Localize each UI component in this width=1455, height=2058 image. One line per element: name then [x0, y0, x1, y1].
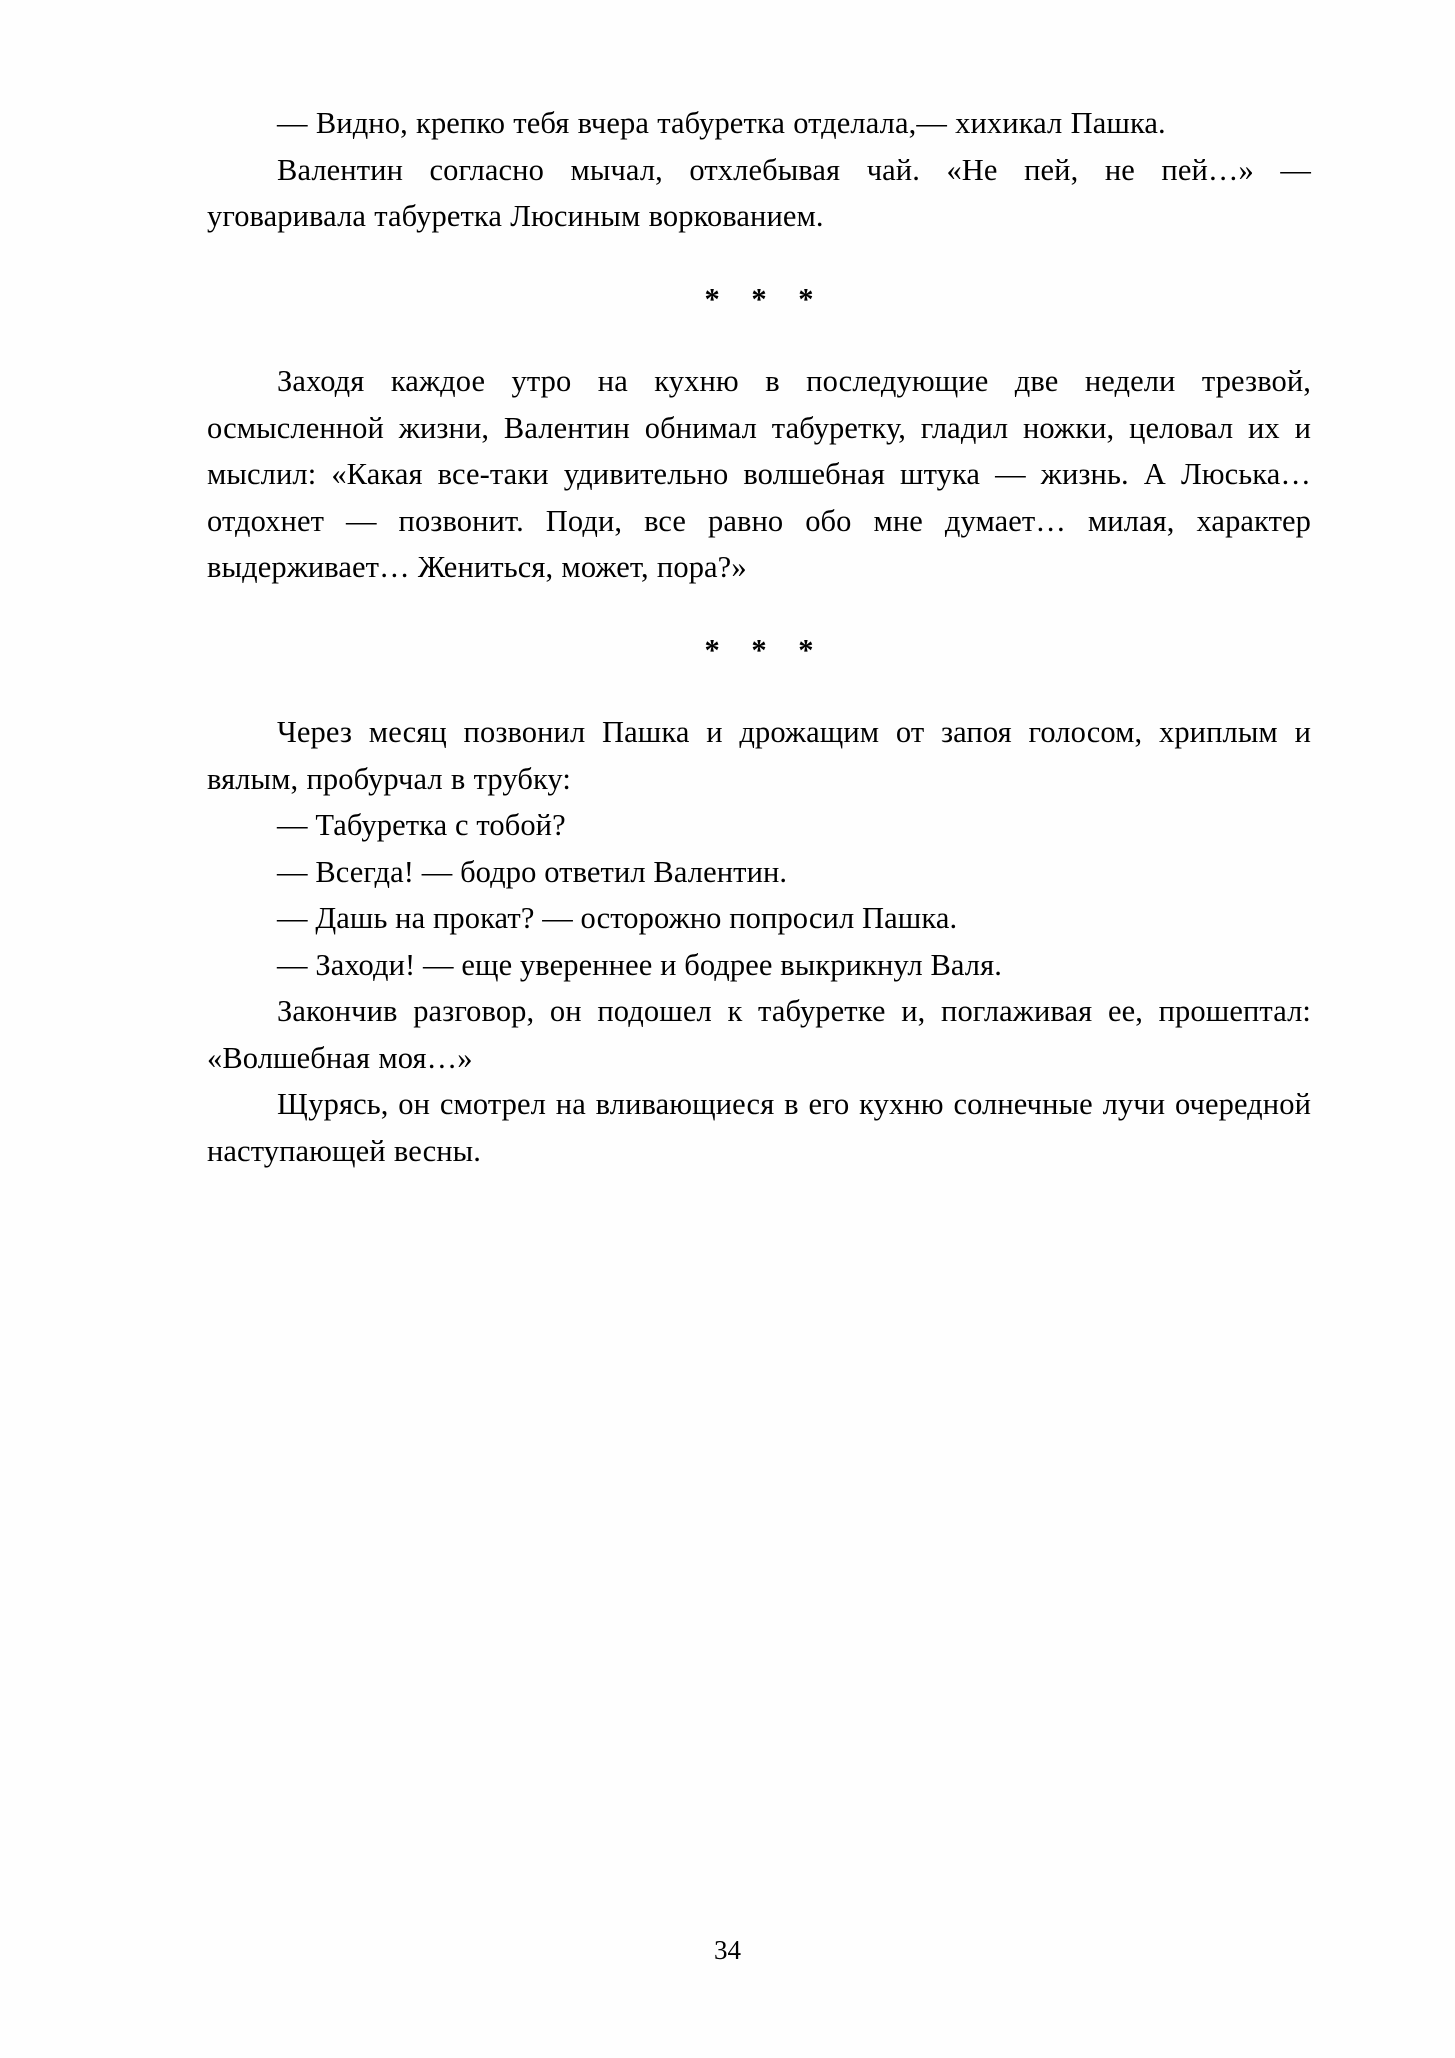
- scene-break-separator-2: * * *: [704, 632, 826, 667]
- paragraph-3: Заходя каждое утро на кухню в последующие две недели трезвой, осмысленной жизни, Валентин обнимал табуретку, гладил ножки, целовал их и мыслил: «Какая все-таки удивительно волшебная штука — жизнь. А Люська… отдохнет — позвонит. Поди, все равно обо мне думает… милая, характер выдерживает… Жениться, может, пора?»: [207, 364, 1311, 584]
- paragraph-2: Валентин согласно мычал, отхлебывая чай. «Не пей, не пей…» — уговаривала табуретка Люсиным воркованием.: [207, 152, 1311, 233]
- page-number: 34: [714, 1935, 741, 1965]
- dialog-line-2: — Всегда! — бодро ответил Валентин.: [277, 854, 788, 889]
- paragraph-6: Щурясь, он смотрел на вливающиеся в его кухню солнечные лучи очередной наступающей весны.: [207, 1087, 1311, 1168]
- dialog-line-4: — Заходи! — еще увереннее и бодрее выкрикнул Валя.: [277, 947, 1002, 982]
- dialog-line-1: — Табуретка с тобой?: [277, 808, 566, 842]
- scene-break-separator-1: * * *: [704, 281, 826, 316]
- dialog-line-3: — Дашь на прокат? — осторожно попросил Пашка.: [277, 901, 958, 935]
- paragraph-1: — Видно, крепко тебя вчера табуретка отделала,— хихикал Пашка.: [277, 106, 1166, 140]
- page-text-body: [207, 100, 1311, 1174]
- paragraph-4: Через месяц позвонил Пашка и дрожащим от запоя голосом, хриплым и вялым, пробурчал в трубку:: [207, 715, 1311, 796]
- paragraph-5: Закончив разговор, он подошел к табуретке и, поглаживая ее, прошептал: «Волшебная моя…»: [207, 994, 1311, 1075]
